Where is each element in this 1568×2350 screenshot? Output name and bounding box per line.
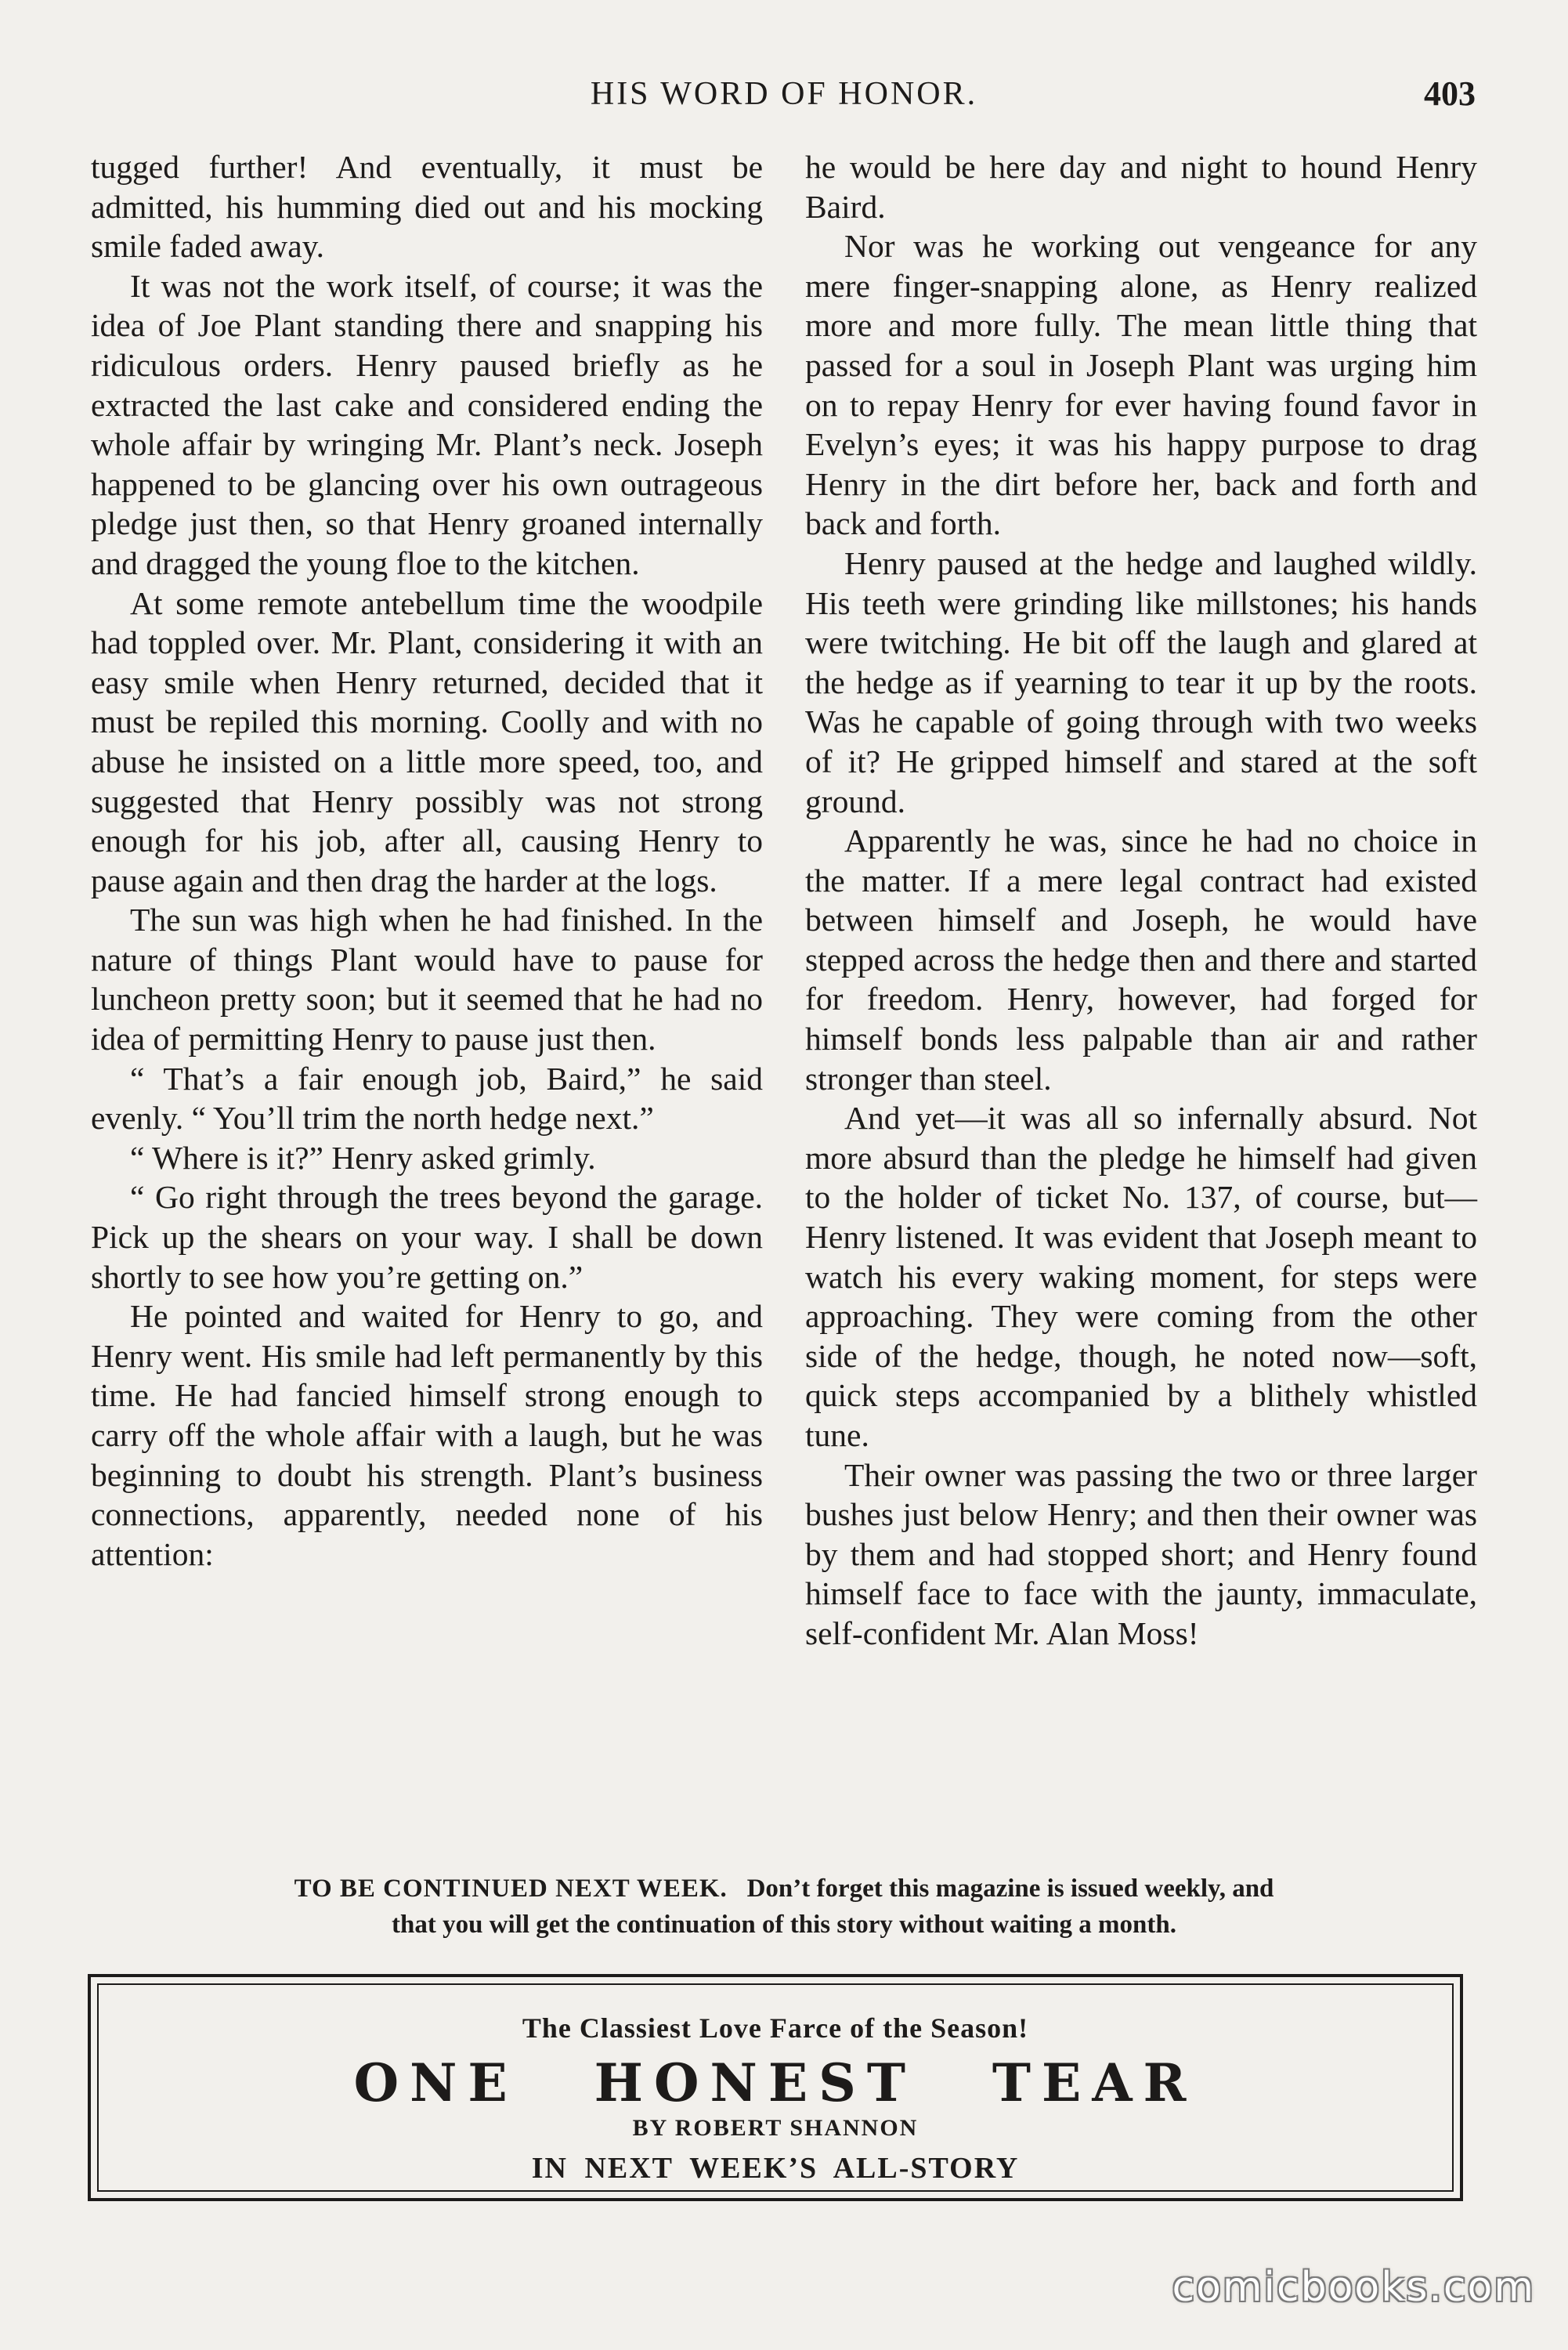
notice-rest: Don’t forget this magazine is issued weekly, and xyxy=(746,1875,1274,1903)
left-column xyxy=(91,147,763,1855)
paragraph: Henry paused at the hedge and laughed wildly. His teeth were grinding like millstones; his hands were twitching. He bit off the laugh and glared at the hedge as if yearning to tear it up by the roots. Was he capable of going through with two weeks of it? He gripped himself and stared at the soft ground. xyxy=(805,544,1477,819)
paragraph: The sun was high when he had finished. In the nature of things Plant would have to pause for luncheon pretty soon; but it seemed that he had no idea of permitting Henry to pause just then. xyxy=(91,902,763,1058)
paragraph: At some remote antebellum time the woodpile had toppled over. Mr. Plant, considering it with an easy smile when Henry returned, decided that it must be repiled this morning. Coolly and with no abuse he insisted on a little more speed, too, and suggested that Henry possibly was not strong enough for his job, after all, causing Henry to pause again and then drag the harder at the logs. xyxy=(91,584,763,898)
ad-byline: BY ROBERT SHANNON xyxy=(632,2115,919,2141)
paragraph: “ That’s a fair enough job, Baird,” he said evenly. “ You’ll trim the north hedge next.” xyxy=(91,1060,763,1137)
paragraph: he would be here day and night to hound Henry Baird. xyxy=(805,149,1477,225)
running-title: HIS WORD OF HONOR. xyxy=(590,76,978,112)
right-column xyxy=(805,147,1477,1855)
advertisement-box xyxy=(88,1974,1463,2201)
running-head xyxy=(0,75,1568,122)
notice-line-2: that you will get the continuation of this story without waiting a month. xyxy=(392,1911,1176,1939)
paragraph: “ Where is it?” Henry asked grimly. xyxy=(130,1139,596,1176)
paragraph: Their owner was passing the two or three larger bushes just below Henry; and then their owner was by them and had stopped short; and Henry found himself face to face with the jaunty, immaculate, self-confident Mr. Alan Moss! xyxy=(805,1456,1477,1651)
paragraph: Apparently he was, since he had no choice in the matter. If a mere legal contract had existed between himself and Joseph, he would have stepped across the hedge then and there and started for freedom. Henry, however, had forged for himself bonds less palpable than air and rather stronger than steel. xyxy=(805,822,1477,1097)
ad-tagline: The Classiest Love Farce of the Season! xyxy=(522,2012,1029,2044)
paragraph: It was not the work itself, of course; it was the idea of Joe Plant standing there and snapping his ridiculous orders. Henry paused briefly as he extracted the last cake and considered ending the whole affair by wringing Mr. Plant’s neck. Joseph happened to be glancing over his own outrageous pledge just then, so that Henry groaned internally and dragged the young floe to the kitchen. xyxy=(91,267,763,581)
ad-title: ONE HONEST TEAR xyxy=(353,2052,1198,2113)
advertisement-inner-frame xyxy=(97,1983,1454,2192)
watermark: comicbooks.com xyxy=(1172,2264,1535,2311)
ad-next-issue: IN NEXT WEEK’S ALL-STORY xyxy=(531,2152,1020,2185)
paragraph: tugged further! And eventually, it must be admitted, his humming died out and his mocking smile faded away. xyxy=(91,149,763,265)
notice-line-1 xyxy=(78,1871,1490,1907)
story-text xyxy=(91,147,1477,1855)
paragraph: “ Go right through the trees beyond the garage. Pick up the shears on your way. I shall be down shortly to see how you’re getting on.” xyxy=(91,1179,763,1295)
page-number: 403 xyxy=(1424,74,1476,113)
paragraph: Nor was he working out vengeance for any mere finger-snapping alone, as Henry realized more and more fully. The mean little thing that passed for a soul in Joseph Plant was urging him on to repay Henry for ever having found favor in Evelyn’s eyes; it was his happy purpose to drag Henry in the dirt before her, back and forth and back and forth. xyxy=(805,228,1477,542)
paragraph: He pointed and waited for Henry to go, and Henry went. His smile had left permanently by this time. He had fancied himself strong enough to carry off the whole affair with a laugh, but he was beginning to doubt his strength. Plant’s business connections, apparently, needed none of his attention: xyxy=(91,1298,763,1572)
paragraph: And yet—it was all so infernally absurd. Not more absurd than the pledge he himself had given to the holder of ticket No. 137, of course, but— Henry listened. It was evident that Joseph meant to watch his every waking moment, for steps were approaching. They were coming from the other side of the hedge, though, he noted now—soft, quick steps accompanied by a blithely whistled tune. xyxy=(805,1100,1477,1453)
notice-lead: TO BE CONTINUED NEXT WEEK. xyxy=(294,1875,728,1903)
continued-notice xyxy=(78,1871,1490,1943)
